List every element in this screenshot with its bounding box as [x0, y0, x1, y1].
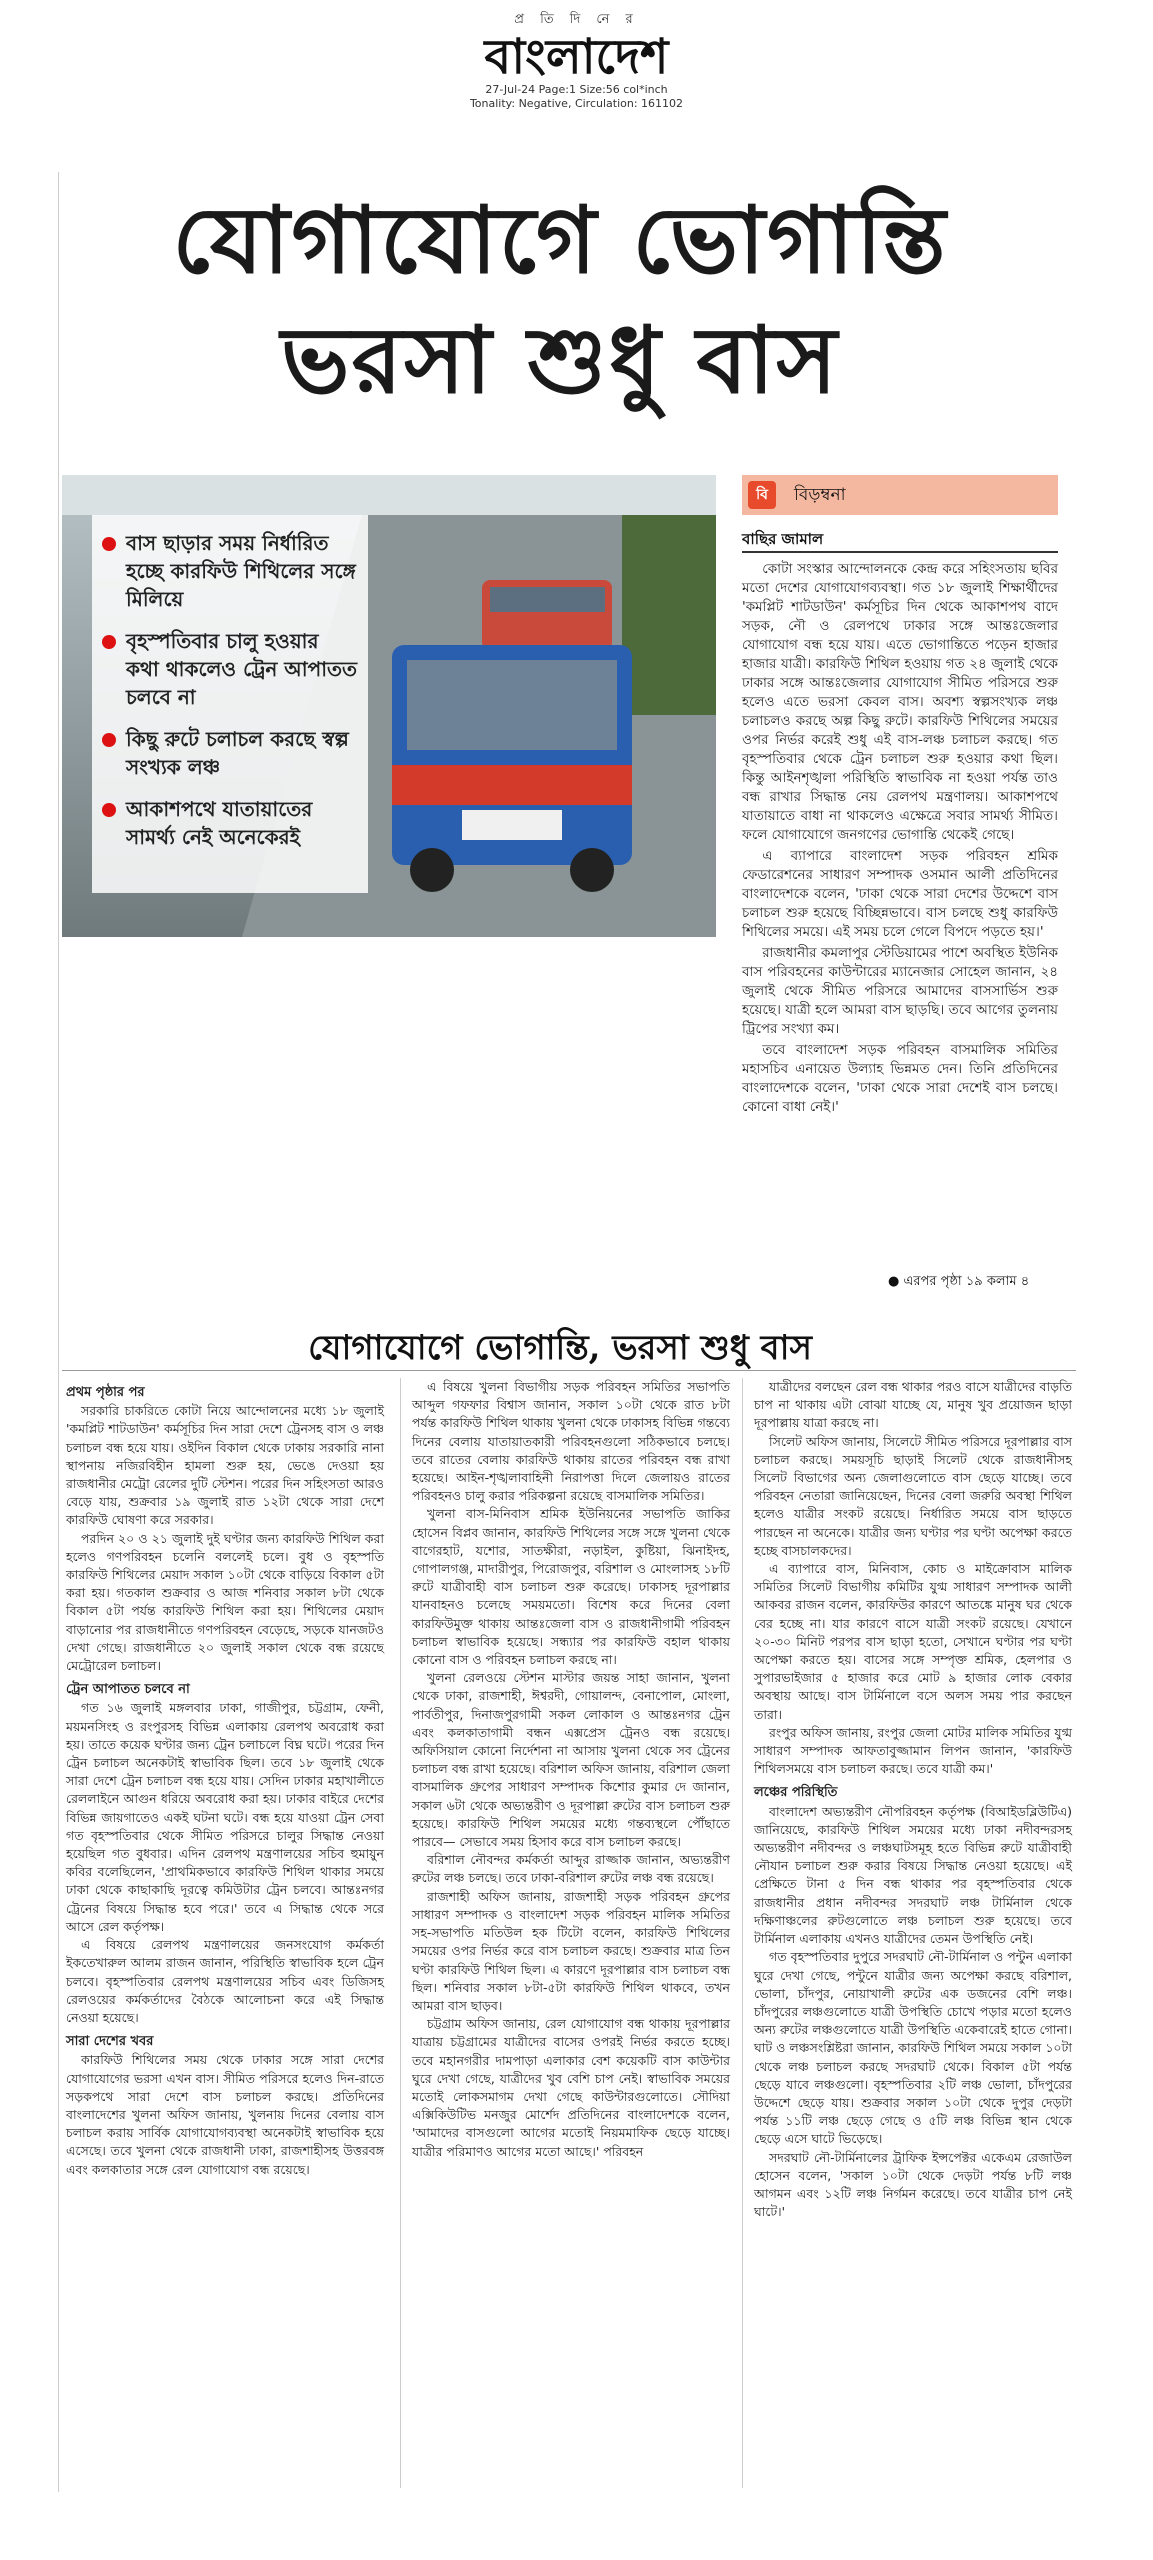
inner-headline: যোগাযোগে ভোগান্তি, ভরসা শুধু বাস [308, 1328, 812, 1368]
category-tag-icon: বি [748, 481, 776, 509]
story-paragraph: চট্টগ্রাম অফিস জানায়, রেল যোগাযোগ বন্ধ থাকায় দূরপাল্লার যাত্রায় চট্টগ্রামের যাত্রীদের বাসের ওপরই নির্ভর করতে হচ্ছে। তবে মহানগরীর দামপাড়া এলাকার বেশ কয়েকটি বাস কাউন্টার ঘুরে দেখা গেছে, যাত্রীদের খুব বেশি চাপ নেই। স্বাভাবিক সময়ের মতোই লোকসমাগম দেখা গেছে কাউন্টারগুলোতে। সৌদিয়া এক্সিকিউটিভ মনজুর মোর্শেদ প্রতিদিনের বাংলাদেশকে বলেন, 'আমাদের বাসগুলো আগের মতোই নিয়মমাফিক ছেড়ে যাচ্ছে। যাত্রীর পরিমাণও আগের মতো আছে।' পরিবহন [412, 2016, 730, 2159]
column-rule [400, 1378, 401, 2488]
photo-bullet: আকাশপথে যাতায়াতের সামর্থ্য নেই অনেকেরই [102, 795, 358, 851]
sidebar-story [742, 560, 1058, 1119]
story-paragraph: রংপুর অফিস জানায়, রংপুর জেলা মোটর মালিক সমিতির যুগ্ম সাধারণ সম্পাদক আফতাবুজ্জামান লিপন জানান, 'কারফিউ শিথিলসময়ে বাস চলাচল করছে। তবে যাত্রী কম।' [754, 1724, 1072, 1777]
news-photo [62, 475, 716, 937]
photo-bullet-box [92, 515, 368, 893]
section-heading: সারা দেশের খবর [66, 2034, 154, 2050]
story-paragraph: এ ব্যাপারে বাংলাদেশ সড়ক পরিবহন শ্রমিক ফেডারেশনের সাধারণ সম্পাদক ওসমান আলী প্রতিদিনের বাংলাদেশকে বলেন, 'ঢাকা থেকে সারা দেশের উদ্দেশে বাস চলাচল শুরু হয়েছে বিচ্ছিন্নভাবে। বাস চলছে শুধু কারফিউ শিথিলের সময়ে। এই সময় চলে গেলে বিপদে পড়তে হয়।' [742, 848, 1058, 940]
clip-meta-line2: Tonality: Negative, Circulation: 161102 [469, 97, 684, 110]
story-paragraph: বাংলাদেশ অভ্যন্তরীণ নৌপরিবহন কর্তৃপক্ষ (বিআইডব্লিউটিএ) জানিয়েছে, কারফিউ শিথিল সময়ের মধ্যে ঢাকা নদীবন্দরসহ অভ্যন্তরীণ নদীবন্দর ও লঞ্চঘাটসমূহ হতে বিভিন্ন রুটে যাত্রীবাহী নৌযান চলাচল শুরু করার বিষয়ে সিদ্ধান্ত নেওয়া হয়েছে। এই প্রেক্ষিতে টানা ৫ দিন বন্ধ থাকার পর বৃহস্পতিবার থেকে রাজধানীর প্রধান নদীবন্দর সদরঘাট লঞ্চ টার্মিনাল থেকে দক্ষিণাঞ্চলের রুটগুলোতে লঞ্চ চলাচল শুরু হয়েছে। তবে টার্মিনাল এলাকায় এখনও যাত্রীদের তেমন উপস্থিতি নেই। [754, 1803, 1072, 1947]
story-paragraph: কোটা সংস্কার আন্দোলনকে কেন্দ্র করে সহিংসতায় ছবির মতো দেশের যোগাযোগব্যবস্থা। গত ১৮ জুলাই শিক্ষার্থীদের 'কমপ্লিট শাটডাউন' কর্মসূচির দিন থেকে আকাশপথ বাদে সড়ক, নৌ ও রেলপথে ঢাকার সঙ্গে আন্তঃজেলার যোগাযোগ বন্ধ হয়ে যায়। এতে ভোগান্তিতে পড়েন হাজার হাজার যাত্রী। কারফিউ শিথিল হওয়ায় গত ২৪ জুলাই থেকে ঢাকার সঙ্গে আন্তঃজেলার যোগাযোগ সীমিত পরিসরে শুরু হলেও এতে ভরসা কেবল বাস। অবশ্য স্বল্পসংখ্যক লঞ্চ চলাচলও করছে অল্প কিছু রুটে। কারফিউ শিথিলের সময়ের ওপর নির্ভর করেই শুধু এই বাস-লঞ্চ চলাচল করছে। গত বৃহস্পতিবার থেকে ট্রেন চলাচল শুরু হওয়ার কথা ছিল। কিন্তু আইনশৃঙ্খলা পরিস্থিতি স্বাভাবিক না হওয়া পর্যন্ত তাও বন্ধ রাখার সিদ্ধান্ত নেয় রেলপথ মন্ত্রণালয়। আকাশপথে যাতায়াতে বাধা না থাকলেও এক্ষেত্রে সবার সামর্থ্য সীমিত। ফলে যোগাযোগে জনগণের ভোগান্তি থেকেই গেছে। [742, 561, 1058, 843]
section-heading: প্রথম পৃষ্ঠার পর [66, 1385, 145, 1400]
story-paragraph: রাজধানীর কমলাপুর স্টেডিয়ামের পাশে অবস্থিত ইউনিক বাস পরিবহনের কাউন্টারের ম্যানেজার সোহেল জানান, ২৪ জুলাই থেকে সীমিত পরিসরে আমাদের বাসসার্ভিস শুরু হয়েছে। যাত্রী হলে আমরা বাস ছাড়ছি। তবে আগের তুলনায় ট্রিপের সংখ্যা কম। [742, 945, 1058, 1037]
byline-divider [742, 551, 1058, 553]
column-rule [742, 1378, 743, 2488]
photo-bullet: কিছু রুটে চলাচল করছে স্বল্প সংখ্যক লঞ্চ [102, 725, 358, 781]
headline-line1: যোগাযোগে ভোগান্তি [172, 186, 948, 294]
red-bullet-icon [102, 537, 116, 551]
story-paragraph: সরকারি চাকরিতে কোটা নিয়ে আন্দোলনের মধ্যে ১৮ জুলাই 'কমপ্লিট শাটডাউন' কর্মসূচির দিন সারা দেশে ট্রেনসহ বাস ও লঞ্চ চলাচল বন্ধ হয়ে যায়। ওইদিন বিকাল থেকে ঢাকায় সরকারি নানা স্থাপনায় নজিরবিহীন হামলা শুরু হয়, ভেঙে দেওয়া হয় রাজধানীর মেট্রো রেলের দুটি স্টেশন। পরের দিন সহিংসতা আরও বেড়ে যায়, শুক্রবার ১৯ জুলাই রাত ১২টা থেকে সারা দেশে কারফিউ ঘোষণা করে সরকার। [66, 1403, 384, 1528]
masthead-logo: বাংলাদেশ [484, 29, 669, 85]
story-paragraph: এ ব্যাপারে বাস, মিনিবাস, কোচ ও মাইক্রোবাস মালিক সমিতির সিলেট বিভাগীয় কমিটির যুগ্ম সাধারণ সম্পাদক আলী আকবর রাজন বলেন, কারফিউর কারণে আতঙ্কে মানুষ ঘর থেকে বের হচ্ছে না। যার কারণে বাসে যাত্রী সংকট রয়েছে। যেখানে ২০-৩০ মিনিট পরপর বাস ছাড়া হতো, সেখানে ঘণ্টার পর ঘণ্টা অপেক্ষা করতে হয়। বাসের সঙ্গে সম্পৃক্ত শ্রমিক, হেলপার ও সুপারভাইজার ৫ হাজার করে মোট ৯ হাজার লোক বেকার অবস্থায় আছে। বাস টার্মিনালে বসে অলস সময় পার করছেন তারা। [754, 1561, 1072, 1722]
red-bullet-icon [102, 803, 116, 817]
story-paragraph: খুলনা রেলওয়ে স্টেশন মাস্টার জয়ন্ত সাহা জানান, খুলনা থেকে ঢাকা, রাজশাহী, ঈশ্বরদী, গোয়ালন্দ, বেনাপোল, মোংলা, পার্বতীপুর, দিনাজপুরগামী সকল লোকাল ও আন্তঃনগর ট্রেন এবং কলকাতাগামী বন্ধন এক্সপ্রেস ট্রেনও বন্ধ রয়েছে। অফিসিয়াল কোনো নির্দেশনা না আসায় খুলনা থেকে সব ট্রেনের চলাচল বন্ধ রাখা হয়েছে। বরিশাল অফিস জানায়, বরিশাল জেলা বাসমালিক গ্রুপের সাধারণ সম্পাদক কিশোর কুমার দে জানান, সকাল ৬টা থেকে অভ্যন্তরীণ ও দূরপাল্লা রুটের বাস চলাচল শুরু হয়েছে। কারফিউ শিথিল সময়ের মধ্যে গন্তব্যস্থলে পৌঁছাতে পারবে— সেভাবে সময় হিসাব করে বাস চলাচল করছে। [412, 1670, 730, 1850]
inner-column-1 [66, 1378, 384, 2179]
masthead-tagline: প্র তি দি নে র [514, 12, 639, 27]
photo-bullet: বৃহস্পতিবার চালু হওয়ার কথা থাকলেও ট্রেন আপাতত চলবে না [102, 627, 358, 711]
story-paragraph: এ বিষয়ে রেলপথ মন্ত্রণালয়ের জনসংযোগ কর্মকর্তা ইকতেখারুল আলম রাজন জানান, পরিস্থিতি স্বাভাবিক হলে ট্রেন চলবে। বৃহস্পতিবার রেলপথ মন্ত্রণালয়ের সচিব এবং ডিজিসহ রেলওয়ের কর্মকর্তাদের বৈঠকে আলোচনা করে এই সিদ্ধান্ত নেওয়া হয়েছে। [66, 1937, 384, 2025]
continuation-note: ● এরপর পৃষ্ঠা ১৯ কলাম ৪ [888, 1274, 1030, 1289]
section-heading: ট্রেন আপাতত চলবে না [66, 1682, 190, 1698]
headline-line2: ভরসা শুধু বাস [280, 306, 840, 414]
story-paragraph: এ বিষয়ে খুলনা বিভাগীয় সড়ক পরিবহন সমিতির সভাপতি আব্দুল গফফার বিশ্বাস জানান, সকাল ১০টা থেকে রাত ৮টা পর্যন্ত কারফিউ শিথিল থাকায় খুলনা থেকে ঢাকাসহ বিভিন্ন গন্তব্যে দিনের বেলায় যাতায়াতকারী পরিবহনগুলো সঠিকভাবে চলছে। তবে রাতের বেলায় কারফিউ থাকায় রাতের পরিবহন বন্ধ রাখা হয়েছে। আইন-শৃঙ্খলাবাহিনী নিরাপত্তা দিলে জেলায়ও রাতের পরিবহনও চালু করার পরিকল্পনা রয়েছে বাসমালিক সমিতির। [412, 1379, 730, 1504]
clip-meta-line1: 27-Jul-24 Page:1 Size:56 col*inch [485, 83, 668, 96]
story-paragraph: কারফিউ শিথিলের সময় থেকে ঢাকার সঙ্গে সারা দেশের যোগাযোগের ভরসা এখন বাস। সীমিত পরিসরে হলেও দিন-রাতে সড়কপথে সারা দেশে বাস চলাচল করছে। প্রতিদিনের বাংলাদেশের খুলনা অফিস জানায়, খুলনায় দিনের বেলায় বাস চলাচল করায় সার্বিক যোগাযোগব্যবস্থা অনেকটাই স্বাভাবিক হয়ে এসেছে। তবে খুলনা থেকে রাজধানী ঢাকা, রাজশাহীসহ উত্তরবঙ্গ এবং কলকাতার সঙ্গে রেল যোগাযোগ বন্ধ রয়েছে। [66, 2052, 384, 2177]
story-paragraph: সদরঘাট নৌ-টার্মিনালের ট্রাফিক ইন্সপেক্টর একেএম রেজাউল হোসেন বলেন, 'সকাল ১০টা থেকে দেড়টা পর্যন্ত ৮টি লঞ্চ আগমন এবং ১২টি লঞ্চ নির্গমন করেছে। তবে যাত্রীর চাপ নেই ঘাটে।' [754, 2149, 1072, 2220]
story-paragraph: পরদিন ২০ ও ২১ জুলাই দুই ঘণ্টার জন্য কারফিউ শিথিল করা হলেও গণপরিবহন চলেনি বললেই চলে। বুধ ও বৃহস্পতি কারফিউ শিথিলের মেয়াদ সকাল ১০টা থেকে বাড়িয়ে বিকাল ৫টা করা হয়। গতকাল শুক্রবার ও আজ শনিবার সকাল ৮টা থেকে বিকাল ৫টা পর্যন্ত কারফিউ শিথিল করা হয়। শিথিলের মেয়াদ বাড়ানোর পর রাজধানীতে গণপরিবহন বেড়েছে, সড়কে যানজটও দেখা গেছে। রাজধানীতে ২০ জুলাই সকাল থেকে বন্ধ রয়েছে মেট্রোরেল চলাচল। [66, 1530, 384, 1674]
photo-bullet: বাস ছাড়ার সময় নির্ধারিত হচ্ছে কারফিউ শিথিলের সঙ্গে মিলিয়ে [102, 529, 358, 613]
section-heading: লঞ্চের পরিস্থিতি [754, 1785, 838, 1801]
story-paragraph: বরিশাল নৌবন্দর কর্মকর্তা আব্দুর রাজ্জাক জানান, অভ্যন্তরীণ রুটের লঞ্চ চলছে। তবে ঢাকা-বরিশাল রুটের লঞ্চ বন্ধ রয়েছে। [412, 1852, 730, 1886]
story-paragraph: যাত্রীদের বলছেন রেল বন্ধ থাকার পরও বাসে যাত্রীদের বাড়তি চাপ না থাকায় এটা বোঝা যাচ্ছে যে, মানুষ খুব প্রয়োজন ছাড়া দূরপাল্লায় যাত্রা করছে না। [754, 1379, 1072, 1431]
inner-column-2 [412, 1378, 730, 2161]
inner-column-3 [754, 1378, 1072, 2221]
story-paragraph: গত বৃহস্পতিবার দুপুরে সদরঘাট নৌ-টার্মিনাল ও পন্টুন এলাকা ঘুরে দেখা গেছে, পন্টুনে যাত্রীর জন্য অপেক্ষা করছে বরিশাল, ভোলা, চাঁদপুর, নোয়াখালী রুটের এক ডজনের বেশি লঞ্চ। চাঁদপুরের লঞ্চগুলোতে যাত্রী উপস্থিতি চোখে পড়ার মতো হলেও অন্য রুটের লঞ্চগুলোতে যাত্রী উপস্থিতি একেবারেই হাতে গোনা। ঘাট ও লঞ্চসংশ্লিষ্টরা জানান, কারফিউ শিথিল সময়ে সকাল ১০টা থেকে লঞ্চ চলাচল করছে সদরঘাট থেকে। বিকাল ৫টা পর্যন্ত ছেড়ে যাবে লঞ্চগুলো। বৃহস্পতিবার ২টি লঞ্চ ভোলা, চাঁদপুরের উদ্দেশে ছেড়ে যায়। শুক্রবার সকাল ১০টা থেকে দুপুর দেড়টা পর্যন্ত ১১টি লঞ্চ ছেড়ে গেছে ও ৫টি লঞ্চ বিভিন্ন স্থান থেকে ছেড়ে এসে ঘাটে ভিড়েছে। [754, 1949, 1072, 2147]
story-paragraph: তবে বাংলাদেশ সড়ক পরিবহন বাসমালিক সমিতির মহাসচিব এনায়েত উল্যাহ ভিন্নমত দেন। তিনি প্রতিদিনের বাংলাদেশকে বলেন, 'ঢাকা থেকে সারা দেশেই বাস চলছে। কোনো বাধা নেই।' [742, 1042, 1058, 1115]
red-bullet-icon [102, 733, 116, 747]
category-tag-label: বিড়ম্বনা [794, 485, 846, 505]
story-paragraph: সিলেট অফিস জানায়, সিলেটে সীমিত পরিসরে দূরপাল্লার বাস চলাচল করছে। সময়সূচি ছাড়াই সিলেট থেকে রাজধানীসহ সিলেট বিভাগের অন্য জেলাগুলোতে বাস ছেড়ে যাচ্ছে। তবে পরিবহন নেতারা জানিয়েছেন, দিনের বেলা জরুরি অবস্থা শিথিল হলেও যাত্রীর সংকট রয়েছে। নির্ধারিত সময়ে বাস ছাড়তে পারছেন না অনেকে। যাত্রীর জন্য ঘণ্টার পর ঘণ্টা অপেক্ষা করতে হচ্ছে বাসচালকদের। [754, 1433, 1072, 1558]
inner-divider [62, 1370, 1076, 1371]
story-paragraph: খুলনা বাস-মিনিবাস শ্রমিক ইউনিয়নের সভাপতি জাকির হোসেন বিপ্লব জানান, কারফিউ শিথিলের সঙ্গে সঙ্গে খুলনা থেকে বাগেরহাট, যশোর, সাতক্ষীরা, নড়াইল, কুষ্টিয়া, ঝিনাইদহ, গোপালগঞ্জ, মাদারীপুর, পিরোজপুর, বরিশাল ও মোংলাসহ ১৮টি রুটে যাত্রীবাহী বাস চলাচল শুরু করেছে। ঢাকাসহ দূরপাল্লার যানবাহনও চলেছে সময়মতো। বিশেষ করে দিনের বেলা কারফিউমুক্ত থাকায় আন্তঃজেলা বাস ও রাজধানীগামী পরিবহন চলাচল স্বাভাবিক হয়েছে। সন্ধ্যার পর কারফিউ বহাল থাকায় কোনো বাস ও পরিবহন চলাচল করছে না। [412, 1506, 730, 1668]
masthead [0, 10, 1153, 111]
story-paragraph: গত ১৬ জুলাই মঙ্গলবার ঢাকা, গাজীপুর, চট্টগ্রাম, ফেনী, ময়মনসিংহ ও রংপুরসহ বিভিন্ন এলাকায় রেলপথ অবরোধ করা হয়। তাতে কয়েক ঘণ্টার জন্য ট্রেন চলাচলে বিঘ্ন ঘটে। পরের দিন ট্রেন চলাচল অনেকটাই স্বাভাবিক ছিল। তবে ১৮ জুলাই থেকে সারা দেশে ট্রেন চলাচল বন্ধ হয়ে যায়। সেদিন ঢাকার মহাখালীতে রেললাইনে আগুন ধরিয়ে অবরোধ করা হয়। ঢাকার বাইরে দেশের বিভিন্ন জায়গাতেও একই ঘটনা ঘটে। বন্ধ হয়ে যাওয়া ট্রেন সেবা গত বৃহস্পতিবার থেকে সীমিত পরিসরে চালুর সিদ্ধান্ত নেওয়া হয়েছিল গত বুধবার। এদিন রেলপথ মন্ত্রণালয়ের সচিব হুমায়ুন কবির বলেছিলেন, 'প্রাথমিকভাবে কারফিউ শিথিল থাকার সময়ে ঢাকা থেকে কাছাকাছি দূরত্বে কমিউটার ট্রেন চলবে। আন্তঃনগর ট্রেনের বিষয়ে সিদ্ধান্ত হবে পরে।' তবে এ সিদ্ধান্ত থেকে সরে আসে রেল কর্তৃপক্ষ। [66, 1700, 384, 1934]
clip-border [58, 172, 59, 2492]
category-tag [742, 475, 1058, 515]
byline: বাছির জামাল [742, 530, 824, 548]
story-paragraph: রাজশাহী অফিস জানায়, রাজশাহী সড়ক পরিবহন গ্রুপের সাধারণ সম্পাদক ও বাংলাদেশ সড়ক পরিবহন মালিক সমিতির সহ-সভাপতি মতিউল হক টিটো বলেন, কারফিউ শিথিলের সময়ের ওপর নির্ভর করে বাস চলাচল করছে। শুক্রবার মাত্র তিন ঘণ্টা কারফিউ শিথিল ছিল। এ কারণে দূরপাল্লার বাস চলাচল বন্ধ ছিল। শনিবার সকাল ৮টা-৫টা কারফিউ শিথিল থাকবে, তখন আমরা বাস ছাড়ব। [412, 1888, 730, 2013]
red-bullet-icon [102, 635, 116, 649]
